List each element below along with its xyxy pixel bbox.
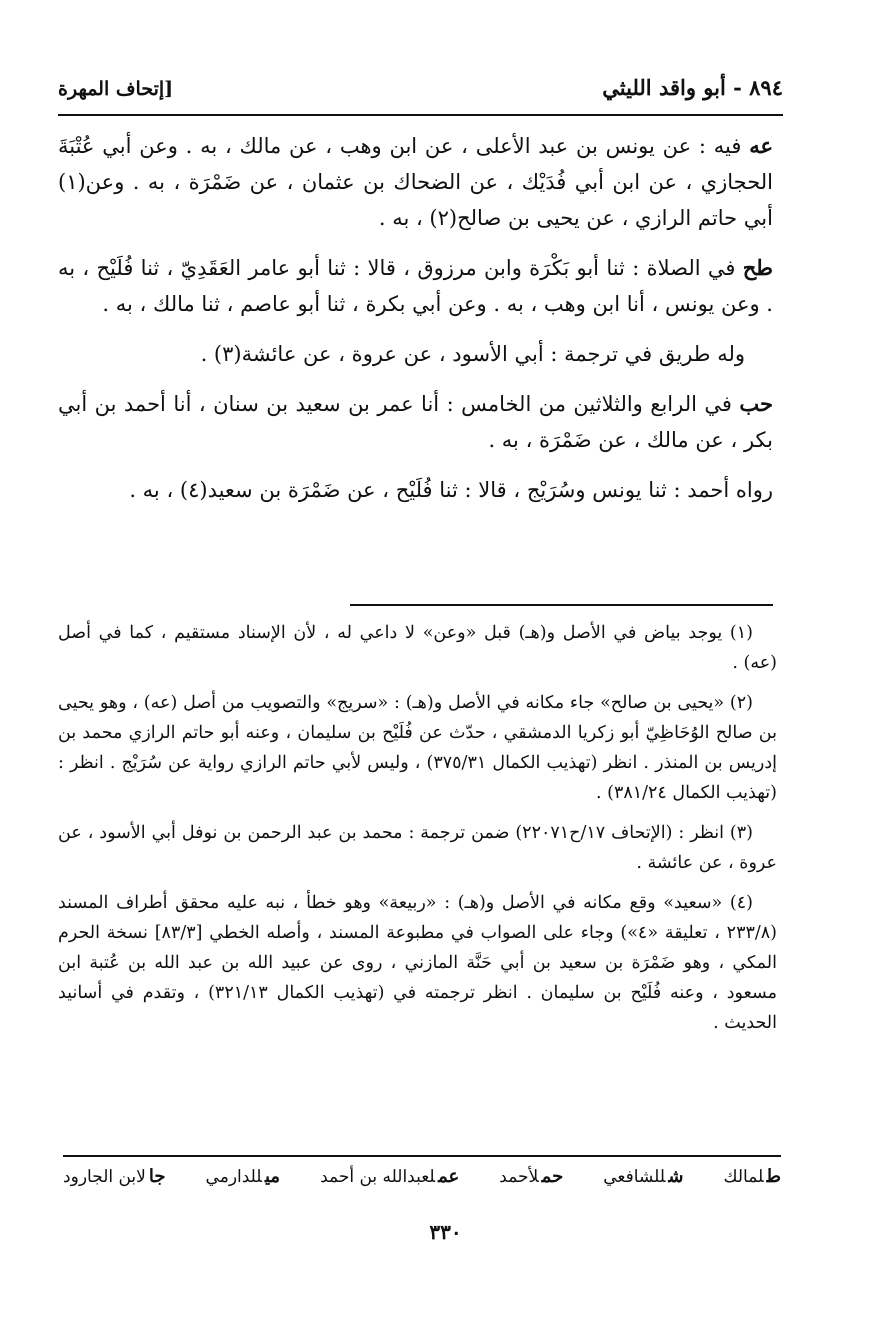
page-number: ٣٣٠: [429, 1220, 462, 1244]
legend-name: لابن الجارود: [63, 1167, 146, 1187]
legend-name: لمالك: [723, 1167, 764, 1187]
legend-code: ط: [766, 1166, 781, 1187]
legend-entry: [603, 1162, 683, 1192]
footnote-rule: [350, 604, 773, 606]
paragraph-text: في الصلاة : ثنا أبو بَكْرَة وابن مرزوق ، قالا : ثنا أبو عامر العَقَدِيّ ، ثنا فُلَيْح ، به . وعن يونس ، أنا ابن وهب ، به . وعن أبي بكرة ، ثنا أبو عاصم ، ثنا مالك ، به .: [58, 256, 773, 316]
legend-name: للشافعي: [603, 1167, 666, 1187]
legend-entry: [499, 1162, 563, 1192]
source-code: حب: [739, 391, 773, 416]
page-header: [58, 60, 783, 100]
legend-rule: [63, 1155, 781, 1157]
legend-entry: [63, 1162, 165, 1192]
legend-code: حم: [541, 1166, 564, 1187]
source-code: طح: [742, 255, 773, 280]
main-text: [58, 128, 773, 522]
footnote: (٤) «سعيد» وقع مكانه في الأصل و(هـ) : «ربيعة» وهو خطأ ، نبه عليه محقق أطراف المسند (٢٣٣/٨ ، تعليقة «٤») وجاء على الصواب في مطبوعة المسند ، وأصله الخطي [٨٣/٣] نسخة الحرم المكي ، وهو ضَمْرَة بن سعيد بن أبي حَنَّة المازني ، روى عن عبيد الله بن عبد الله بن عُتبة ابن مسعود ، وعنه فُلَيْح بن سليمان . انظر ترجمته في (تهذيب الكمال ٣٢١/١٣) ، وتقدم في أسانيد الحديث .: [58, 893, 777, 1033]
footnote: (٢) «يحيى بن صالح» جاء مكانه في الأصل و(هـ) : «سريج» والتصويب من أصل (عه) ، وهو يحيى بن صالح الوُحَاظِيّ أبو زكريا الدمشقي ، حدّث عن فُلَيْح بن سليمان ، وعنه أبو حاتم الرازي محمد بن إدريس بن المنذر . انظر (تهذيب الكمال ٣٧٥/٣١) ، وليس لأبي حاتم الرازي رواية عن سُرَيْج . انظر : (تهذيب الكمال ٣٨١/٢٤) .: [58, 693, 777, 803]
paragraph: [58, 386, 773, 458]
paragraph-text: في الرابع والثلاثين من الخامس : أنا عمر بن سعيد بن سنان ، أنا أحمد بن أبي بكر ، عن مالك ، عن ضَمْرَة ، به .: [58, 392, 773, 452]
footnotes: [58, 618, 777, 1048]
legend-code: جا: [148, 1166, 166, 1187]
book-title: [إتحاف المهرة: [58, 78, 174, 100]
paragraph-text: رواه أحمد : ثنا يونس وسُرَيْج ، قالا : ثنا فُلَيْح ، عن ضَمْرَة بن سعيد(٤) ، به .: [129, 478, 773, 502]
legend-code: مي: [264, 1166, 281, 1187]
legend-entry: [724, 1162, 781, 1192]
paragraph-text: وله طريق في ترجمة : أبي الأسود ، عن عروة ، عن عائشة(٣) .: [200, 342, 745, 366]
running-title: ٨٩٤ - أبو واقد الليثي: [602, 75, 783, 100]
paragraph: [58, 250, 773, 322]
source-code: عه: [749, 133, 773, 158]
header-rule: [58, 114, 783, 116]
footnote: (٣) انظر : (الإتحاف ١٧/ح٢٢٠٧١) ضمن ترجمة : محمد بن عبد الرحمن بن نوفل أبي الأسود ، عن عروة ، عن عائشة .: [58, 823, 777, 873]
legend-code: عم: [438, 1166, 460, 1187]
legend-name: للدارمي: [205, 1167, 262, 1187]
paragraph-text: فيه : عن يونس بن عبد الأعلى ، عن ابن وهب ، عن مالك ، به . وعن أبي عُتْبَةَ الحجازي ، عن ابن أبي فُدَيْك ، عن الضحاك بن عثمان ، عن ضَمْرَة ، به . وعن(١) أبي حاتم الرازي ، عن يحيى بن صالح(٢) ، به .: [58, 134, 773, 230]
legend-name: لعبدالله بن أحمد: [320, 1167, 436, 1187]
footnote: (١) يوجد بياض في الأصل و(هـ) قبل «وعن» لا داعي له ، لأن الإسناد مستقيم ، كما في أصل (عه) .: [58, 623, 777, 673]
legend-entry: [320, 1162, 459, 1192]
legend-entry: [206, 1162, 280, 1192]
legend-name: لأحمد: [499, 1167, 539, 1187]
legend-code: ش: [668, 1166, 684, 1187]
paragraph: [58, 472, 773, 508]
paragraph: [58, 128, 773, 236]
paragraph: [58, 336, 773, 372]
abbreviation-legend: [63, 1162, 781, 1192]
